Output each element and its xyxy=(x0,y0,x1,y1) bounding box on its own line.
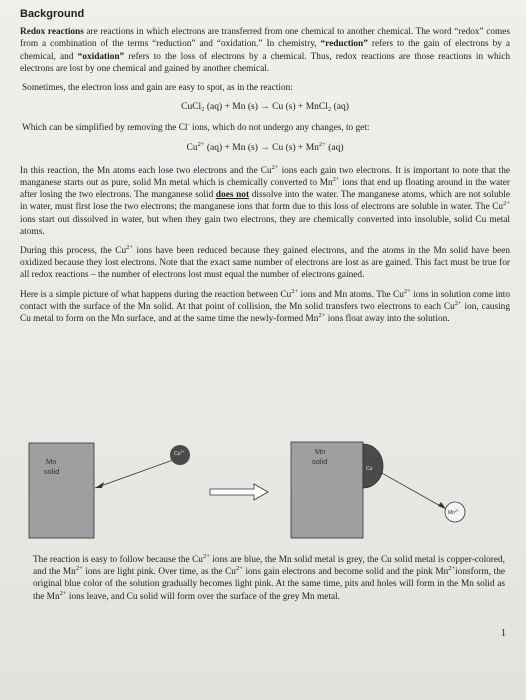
mn-ion-leaving-line xyxy=(380,472,444,508)
paragraph-simplify xyxy=(20,122,510,134)
term-oxidation: “oxidation” xyxy=(77,51,125,62)
superscript: 2+ xyxy=(271,163,279,171)
mn-solid-label-right-1: Mn xyxy=(315,447,326,456)
paragraph-redox-definition xyxy=(20,26,510,75)
paragraph-simple-picture xyxy=(20,289,510,326)
paragraph-intro-reaction: Sometimes, the electron loss and gain are easy to spot, as in the reaction: xyxy=(22,83,293,94)
text-span: ions that end up floating around in the water after losing the two electrons. The manganese solid xyxy=(20,178,510,201)
text-span: refers to the loss of electrons by a chemical. Thus, redox reactions are those reactions in which electrons are lost by one chemical and gained by another chemical. xyxy=(20,51,511,74)
superscript: 2+ xyxy=(291,287,299,295)
equation-full: CuCl₂ (aq) + Mn (s) → Cu (s) + MnCl₂ (aq) xyxy=(181,102,349,113)
superscript: 2+ xyxy=(75,565,83,573)
equation-net-ionic xyxy=(20,142,510,154)
cu-ion-label: $Cu^{2+}$ xyxy=(174,450,185,457)
superscript: 2+ xyxy=(235,565,243,573)
text-span: ions and Mn atoms. The Cu xyxy=(298,289,404,300)
text-span: During this process, the Cu xyxy=(20,246,127,257)
mn-solid-block-left xyxy=(29,443,94,538)
transition-arrow-icon xyxy=(210,484,268,500)
text-span: ions gain electrons and become solid and the pink Mn xyxy=(242,567,449,578)
text-span: ions, which do not undergo any changes, to get: xyxy=(189,123,370,134)
text-span: ions leave, and Cu solid will form over the surface of the grey Mn metal. xyxy=(66,591,340,602)
arrow-head xyxy=(95,482,104,488)
superscript: 2+ xyxy=(126,243,134,251)
text-span: Here is a simple picture of what happens during the reaction between Cu xyxy=(20,289,292,300)
superscript: - xyxy=(187,121,190,129)
text-span: refers to the gain of electrons by a chemical, and xyxy=(20,39,510,62)
text-span: dissolve into the water. The manganese atoms, which are not soluble in water, must first lose the two electrons; the manganese ions that form due to this loss of electrons are soluble in water. The Cu xyxy=(20,190,510,213)
page-number: 1 xyxy=(501,628,506,639)
text-span: ionsform, the original blue color of the solution gradually becomes light pink. At the same time, pits and holes will form in the Mn solid as the Mn xyxy=(33,567,505,602)
text-span: (aq) + Mn (s) → Cu (s) + Mn xyxy=(204,142,319,153)
text-span: ions in solution come into contact with the surface of the Mn solid. At that point of collision, the Mn solid transfers two electrons to each Cu xyxy=(20,289,510,312)
text-span: ions start out dissolved in water, but when they gain two electrons, they are chemically converted into insoluble, solid Cu metal atoms. xyxy=(20,214,510,237)
mn-ion-label: $Mn^{2+}$ xyxy=(448,509,459,516)
text-span: ions each gain two electrons. It is important to note that the manganese starts out as pure, solid Mn metal which is chemically converted to Mn xyxy=(20,165,510,189)
term-redox-reactions: Redox reactions xyxy=(20,27,84,38)
text-span: are reactions in which electrons are transferred from one chemical to another chemical. The word “redox” comes from a combination of the terms “reduction” and “oxidation.” In chemistry, xyxy=(20,27,510,50)
paragraph-color-changes xyxy=(33,554,505,603)
text-span: In this reaction, the Mn atoms each lose two electrons and the Cu xyxy=(20,165,272,176)
cu-ion-approach-line xyxy=(95,460,173,488)
mn-solid-label-left-1: Mn xyxy=(46,457,57,466)
underlined-emphasis: does not xyxy=(215,190,250,201)
cu-deposit-label: Cu xyxy=(366,466,373,472)
text-span: ions are light pink. Over time, as the Cu xyxy=(82,567,236,578)
paragraph-electron-transfer xyxy=(20,165,510,238)
superscript: 2+ xyxy=(454,299,462,307)
text-span: ion, causing Cu metal to form on the Mn surface, and at the same time the newly-formed Mn xyxy=(20,301,510,325)
mn-solid-label-right-2: solid xyxy=(312,457,328,466)
paragraph-reduced-oxidized xyxy=(20,245,510,282)
text-span: ions are blue, the Mn solid metal is grey, the Cu solid metal is copper-colored, and the Mn xyxy=(33,555,505,578)
text-span: The reaction is easy to follow because the Cu xyxy=(33,555,203,565)
text-span: (aq) xyxy=(325,142,344,153)
text-span: ions float away into the solution. xyxy=(325,314,450,325)
superscript: 2+ xyxy=(197,140,205,148)
superscript: 2+ xyxy=(318,140,326,148)
arrow-head xyxy=(438,502,446,509)
superscript: 2+ xyxy=(332,175,340,183)
superscript: 2+ xyxy=(448,565,456,573)
superscript: 2+ xyxy=(59,589,67,597)
term-reduction: “reduction” xyxy=(320,39,368,50)
superscript: 2+ xyxy=(403,287,411,295)
superscript: 2+ xyxy=(503,200,510,208)
text-span: Cu xyxy=(186,142,198,153)
superscript: 2+ xyxy=(318,311,326,319)
section-heading: Background xyxy=(20,8,85,20)
redox-diagram xyxy=(28,428,508,540)
text-span: ions have been reduced because they gained electrons, and the atoms in the Mn solid have been oxidized because they lost electrons. Note that the exact same number of electrons are lost as are gained. This fact must be true for all redox reactions – the number of electrons lost must equal the number of electrons gained. xyxy=(20,246,510,281)
document-body xyxy=(20,8,510,332)
superscript: 2+ xyxy=(202,552,210,560)
mn-solid-label-left-2: solid xyxy=(44,467,60,476)
text-span: Which can be simplified by removing the Cl xyxy=(22,123,188,134)
